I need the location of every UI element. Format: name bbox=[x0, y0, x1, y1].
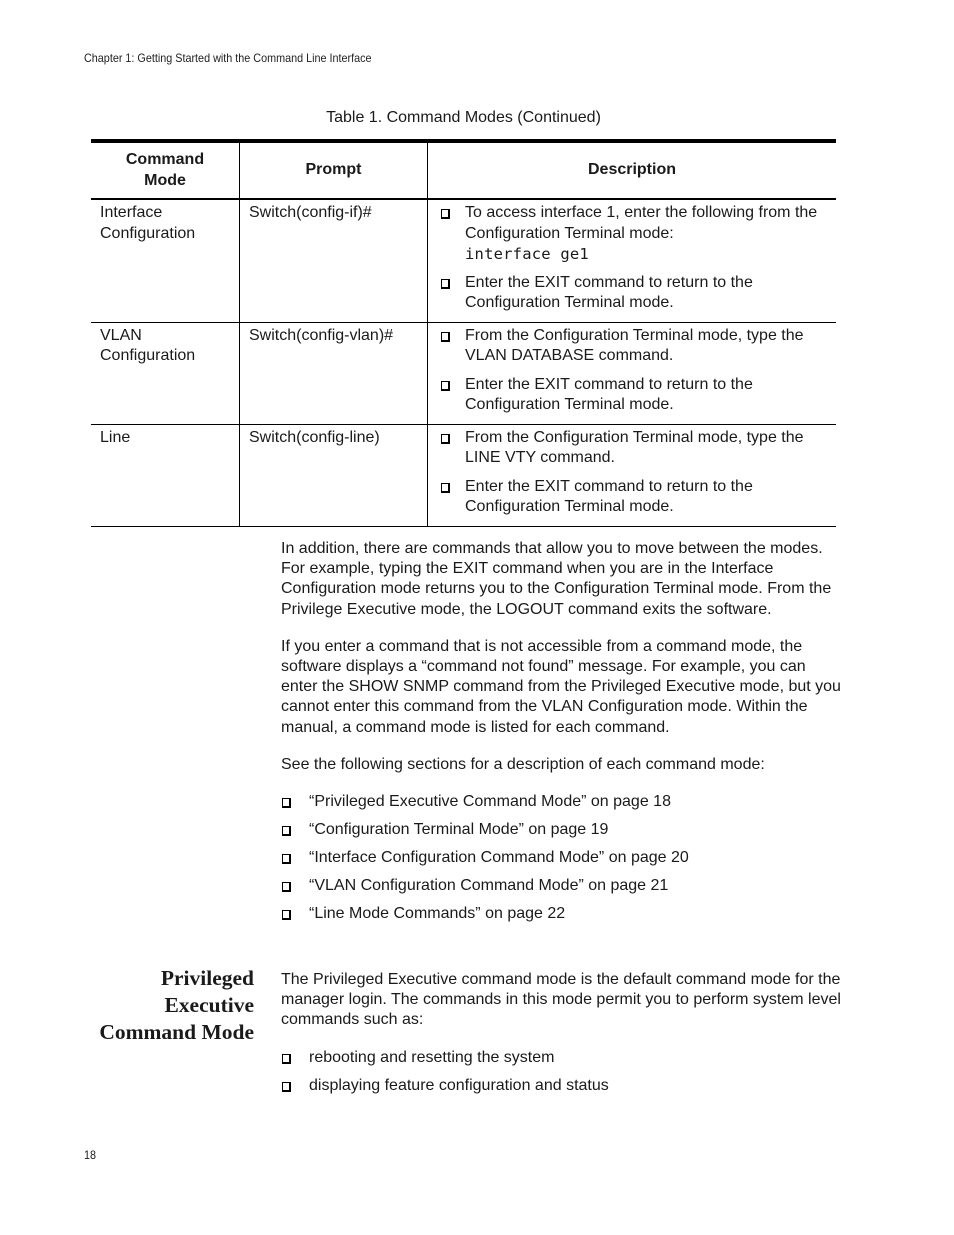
mode-line1: Interface bbox=[100, 204, 163, 221]
cross-reference-link[interactable]: “Privileged Executive Command Mode” on page 18 bbox=[309, 793, 671, 811]
cross-reference-link[interactable]: “Interface Configuration Command Mode” on page 20 bbox=[309, 849, 689, 867]
heading-line2: Executive bbox=[164, 993, 254, 1017]
paragraph: The Privileged Executive command mode is the default command mode for the manager login. The commands in this mode permit you to perform system level commands such as: bbox=[281, 971, 841, 1029]
list-item-text: rebooting and resetting the system bbox=[309, 1048, 555, 1066]
list-item bbox=[281, 1048, 841, 1076]
checkbox-bullet-icon bbox=[282, 882, 291, 892]
mode-line1: VLAN bbox=[100, 326, 142, 344]
header-mode-line1: Command bbox=[125, 151, 205, 168]
description-list bbox=[437, 428, 827, 518]
paragraph: See the following sections for a description of each command mode: bbox=[281, 755, 765, 773]
heading-line3: Command Mode bbox=[99, 1020, 254, 1044]
description-text: To access interface 1, enter the following from the Configuration Terminal mode: bbox=[465, 204, 818, 242]
table-header-row bbox=[91, 141, 836, 199]
mode-line2: Configuration bbox=[100, 347, 196, 364]
section-body bbox=[281, 970, 841, 1104]
checkbox-bullet-icon bbox=[441, 279, 450, 289]
checkbox-bullet-icon bbox=[441, 332, 450, 342]
table-row bbox=[91, 322, 836, 424]
cell-prompt: Switch(config-vlan)# bbox=[240, 322, 428, 424]
heading-line1: Privileged bbox=[160, 966, 254, 990]
checkbox-bullet-icon bbox=[282, 1054, 291, 1064]
feature-list bbox=[281, 1048, 841, 1104]
checkbox-bullet-icon bbox=[282, 1082, 291, 1092]
cross-reference-link[interactable]: “Configuration Terminal Mode” on page 19 bbox=[309, 821, 609, 839]
table-caption: Table 1. Command Modes (Continued) bbox=[326, 109, 601, 126]
list-item bbox=[281, 792, 841, 820]
cell-mode bbox=[91, 322, 240, 424]
checkbox-bullet-icon bbox=[282, 910, 291, 920]
description-text: Enter the EXIT command to return to the Configuration Terminal mode. bbox=[465, 375, 753, 413]
checkbox-bullet-icon bbox=[441, 381, 450, 391]
table-row bbox=[91, 199, 836, 322]
list-item bbox=[437, 203, 827, 265]
list-item-text: displaying feature configuration and status bbox=[309, 1076, 609, 1094]
checkbox-bullet-icon bbox=[282, 798, 291, 808]
description-text: From the Configuration Terminal mode, type the LINE VTY command. bbox=[465, 428, 804, 466]
checkbox-bullet-icon bbox=[441, 434, 450, 444]
list-item bbox=[281, 876, 841, 904]
description-list bbox=[437, 203, 827, 314]
paragraph: In addition, there are commands that allow you to move between the modes. For example, typing the EXIT command when you are in the Interface Configuration mode returns you to the Configuration Terminal mode. From the Privilege Executive mode, the LOGOUT command exits the software. bbox=[281, 540, 832, 618]
cell-prompt: Switch(config-line) bbox=[240, 424, 428, 526]
cell-mode bbox=[91, 424, 240, 526]
mode-line2: Configuration bbox=[100, 224, 196, 242]
list-item bbox=[437, 326, 827, 367]
code-text: interface ge1 bbox=[465, 245, 589, 263]
description-list bbox=[437, 326, 827, 416]
cross-reference-link[interactable]: “VLAN Configuration Command Mode” on page 21 bbox=[309, 877, 669, 895]
cell-description bbox=[428, 322, 837, 424]
list-item bbox=[437, 273, 827, 314]
header-description: Description bbox=[428, 141, 837, 199]
cell-mode bbox=[91, 199, 240, 322]
body-text bbox=[281, 539, 841, 932]
checkbox-bullet-icon bbox=[282, 854, 291, 864]
list-item bbox=[437, 477, 827, 518]
section-link-list bbox=[281, 792, 841, 932]
running-head: Chapter 1: Getting Started with the Command Line Interface bbox=[84, 51, 372, 65]
description-text: From the Configuration Terminal mode, type the VLAN DATABASE command. bbox=[465, 326, 804, 364]
table-row bbox=[91, 424, 836, 526]
list-item bbox=[281, 904, 841, 932]
cell-prompt: Switch(config-if)# bbox=[240, 199, 428, 322]
paragraph: If you enter a command that is not accessible from a command mode, the software displays a “command not found” message. For example, you can enter the SHOW SNMP command from the Privileged Executive mode, but you cannot enter this command from the VLAN Configuration mode. Within the manual, a command mode is listed for each command. bbox=[281, 637, 841, 736]
checkbox-bullet-icon bbox=[441, 483, 450, 493]
list-item bbox=[281, 848, 841, 876]
cross-reference-link[interactable]: “Line Mode Commands” on page 22 bbox=[309, 905, 566, 923]
header-mode-line2: Mode bbox=[144, 171, 186, 189]
checkbox-bullet-icon bbox=[282, 826, 291, 836]
description-text: Enter the EXIT command to return to the Configuration Terminal mode. bbox=[465, 273, 753, 311]
list-item bbox=[281, 820, 841, 848]
list-item bbox=[281, 1076, 841, 1104]
command-modes-table bbox=[91, 139, 836, 527]
description-text: Enter the EXIT command to return to the Configuration Terminal mode. bbox=[465, 477, 753, 515]
section-heading bbox=[60, 965, 254, 1046]
header-prompt: Prompt bbox=[240, 141, 428, 199]
header-command-mode bbox=[91, 141, 240, 199]
cell-description bbox=[428, 199, 837, 322]
list-item bbox=[437, 375, 827, 416]
checkbox-bullet-icon bbox=[441, 209, 450, 219]
cell-description bbox=[428, 424, 837, 526]
page-number: 18 bbox=[84, 1148, 97, 1162]
list-item bbox=[437, 428, 827, 469]
mode-line1: Line bbox=[100, 428, 131, 446]
